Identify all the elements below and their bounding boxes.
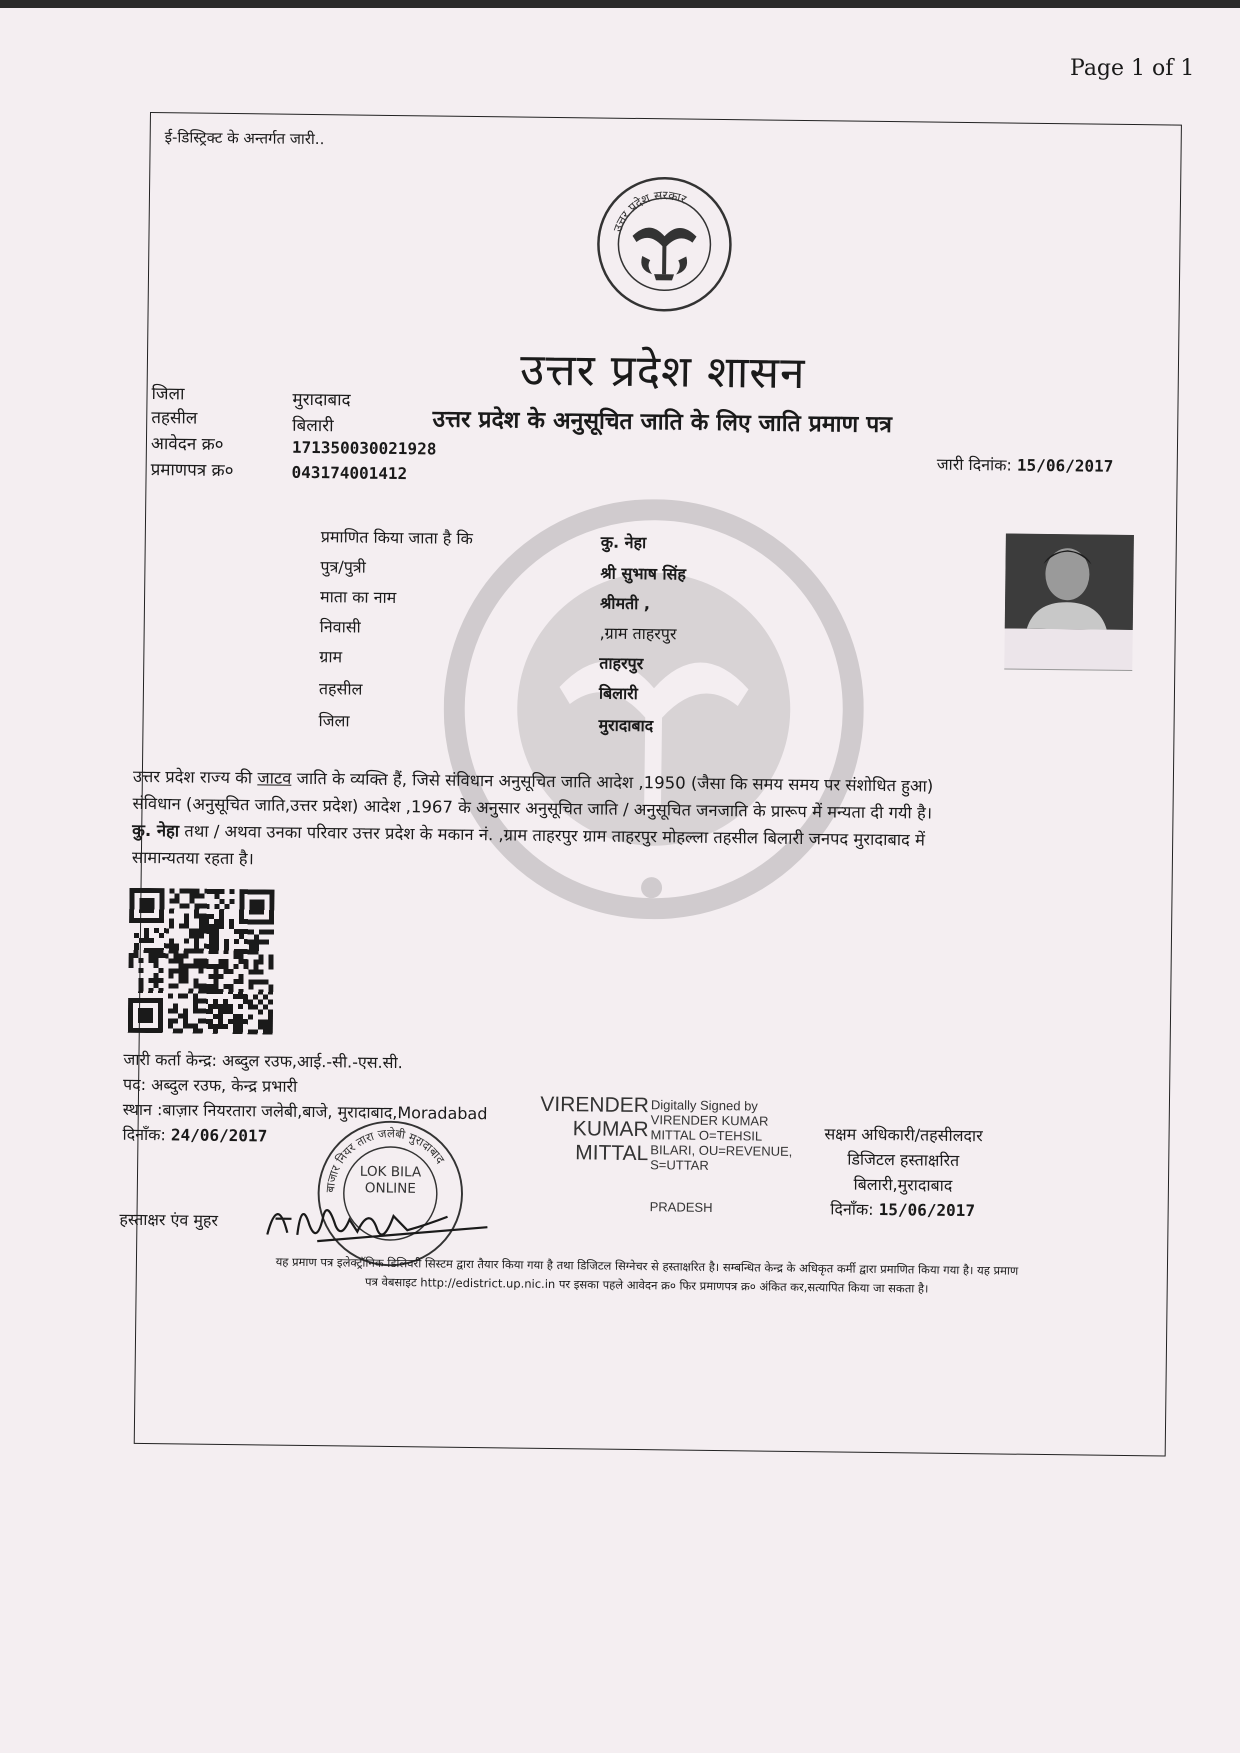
issuer-date-value: 24/06/2017 bbox=[170, 1125, 268, 1146]
authority-signed: डिजिटल हस्ताक्षरित bbox=[847, 1149, 960, 1170]
authority-designation: सक्षम अधिकारी/तहसीलदार bbox=[824, 1124, 983, 1146]
certificate-statement: उत्तर प्रदेश राज्य की जाटव जाति के व्यक्ति हैं, जिसे संविधान अनुसूचित जाति आदेश ,1950 (जैसा कि समय समय पर संशोधित हुआ) संविधान (अनुसूचित जाति,उत्तर प्रदेश) आदेश ,1967 के अनुसार अनुसूचित जाति / अनुसूचित जनजाति के प्रारूप में मन्यता दी गयी है। कु. नेहा तथा / अथवा उनका परिवार उत्तर प्रदेश के मकान नं. ,ग्राम ताहरपुर ग्राम ताहरपुर मोहल्ला तहसील बिलारी जनपद मुरादाबाद में सामान्यतया रहता है। bbox=[131, 766, 934, 869]
qr-code bbox=[128, 888, 275, 1035]
details-tehsil-label: तहसील bbox=[318, 679, 363, 699]
certificate-footer-note: यह प्रमाण पत्र इलेक्ट्रॉनिक डिलिवरी सिस्टम द्वारा तैयार किया गया है तथा डिजिटल सिग्नेचर से हस्ताक्षरित है। सम्बन्धित केन्द्र के अधिकृत कर्मी द्वारा प्रमाणित किया गया है। यह प्रमाण पत्र वेबसाइट http://edistrict.up.nic.in पर इसका पहले आवेदन क्र० फिर प्रमाणपत्र क्र० अंकित कर,सत्यापित किया जा सकता है। bbox=[275, 1254, 1019, 1296]
certificate-number-value: 043174001412 bbox=[291, 462, 408, 484]
stamp-ring-text: बाजार नियर तारा जलेबी मुरादाबाद bbox=[322, 1126, 448, 1194]
issued-under-label: ई-डिस्ट्रिक्ट के अन्तर्गत जारी.. bbox=[164, 128, 325, 149]
scan-top-edge bbox=[0, 0, 1240, 8]
up-emblem-icon bbox=[594, 173, 736, 315]
signature-and-seal-label: हस्ताक्षर एंव मुहर bbox=[119, 1209, 219, 1230]
child-of-label: पुत्र/पुत्री bbox=[320, 557, 366, 577]
government-title: उत्तर प्रदेश शासन bbox=[519, 344, 806, 400]
details-district-label: जिला bbox=[318, 711, 350, 731]
authority-place: बिलारी,मुरादाबाद bbox=[853, 1174, 953, 1195]
statement-name: कु. नेहा bbox=[132, 820, 180, 841]
issuer-date bbox=[122, 1123, 267, 1147]
issue-date-label: जारी दिनांक: bbox=[936, 454, 1013, 475]
stamp-center-text: LOK BILA ONLINE bbox=[359, 1164, 422, 1197]
issuer-date-label: दिनाँक: bbox=[122, 1124, 166, 1145]
certificate-number-label: प्रमाणपत्र क्र० bbox=[150, 460, 234, 482]
issue-date-value: 15/06/2017 bbox=[1016, 455, 1114, 476]
issuing-centre: जारी कर्ता केन्द्र: अब्दुल रउफ,आई.-सी.-एस.सी. bbox=[123, 1049, 403, 1073]
digital-signature-details-end: PRADESH bbox=[649, 1199, 713, 1215]
village-label: ग्राम bbox=[319, 647, 343, 667]
certificate-frame bbox=[119, 112, 1182, 1457]
district-label: जिला bbox=[151, 384, 185, 405]
digital-signature-details: Digitally Signed by VIRENDER KUMAR MITTAL O=TEHSIL BILARI, OU=REVENUE, S=UTTAR bbox=[650, 1097, 793, 1173]
application-number-value: 171350030021928 bbox=[291, 437, 437, 459]
resident-label: निवासी bbox=[319, 617, 361, 637]
application-number-label: आवेदन क्र० bbox=[150, 434, 224, 455]
handwritten-signature bbox=[257, 1184, 498, 1257]
applicant-photo bbox=[1005, 533, 1134, 630]
qr-modules bbox=[128, 888, 275, 1035]
digital-signer-name: VIRENDER KUMAR MITTAL bbox=[540, 1092, 650, 1166]
tehsil-value: बिलारी bbox=[292, 415, 334, 437]
caste-name: जाटव bbox=[257, 768, 292, 788]
district-value: मुरादाबाद bbox=[292, 389, 351, 411]
mother-name-label: माता का नाम bbox=[319, 587, 397, 608]
tehsil-label: तहसील bbox=[151, 408, 198, 429]
certified-name-value: कु. नेहा bbox=[600, 532, 647, 553]
issuer-place: स्थान :बाज़ार नियरतारा जलेबी,बाजे, मुरादाबाद,Moradabad bbox=[122, 1099, 488, 1124]
page-number: Page 1 of 1 bbox=[1070, 56, 1195, 81]
issuer-post: पद: अब्दुल रउफ, केन्द्र प्रभारी bbox=[123, 1074, 298, 1096]
emblem-ring-text: उत्तर प्रदेश सरकार bbox=[610, 188, 689, 234]
issue-date bbox=[937, 453, 1114, 477]
photo-caption-area bbox=[1004, 628, 1132, 671]
certificate-title: उत्तर प्रदेश के अनुसूचित जाति के लिए जाति प्रमाण पत्र bbox=[432, 406, 893, 439]
village-value: ताहरपुर bbox=[599, 653, 644, 674]
certified-label: प्रमाणित किया जाता है कि bbox=[320, 527, 473, 548]
authority-date: दिनाँक: 15/06/2017 bbox=[830, 1199, 976, 1221]
details-district-value: मुरादाबाद bbox=[598, 715, 654, 736]
competent-authority bbox=[802, 1121, 1003, 1223]
resident-value: ,ग्राम ताहरपुर bbox=[599, 623, 677, 644]
details-tehsil-value: बिलारी bbox=[598, 683, 639, 704]
father-name-value: श्री सुभाष सिंह bbox=[600, 563, 687, 584]
mother-name-value: श्रीमती , bbox=[599, 593, 651, 614]
